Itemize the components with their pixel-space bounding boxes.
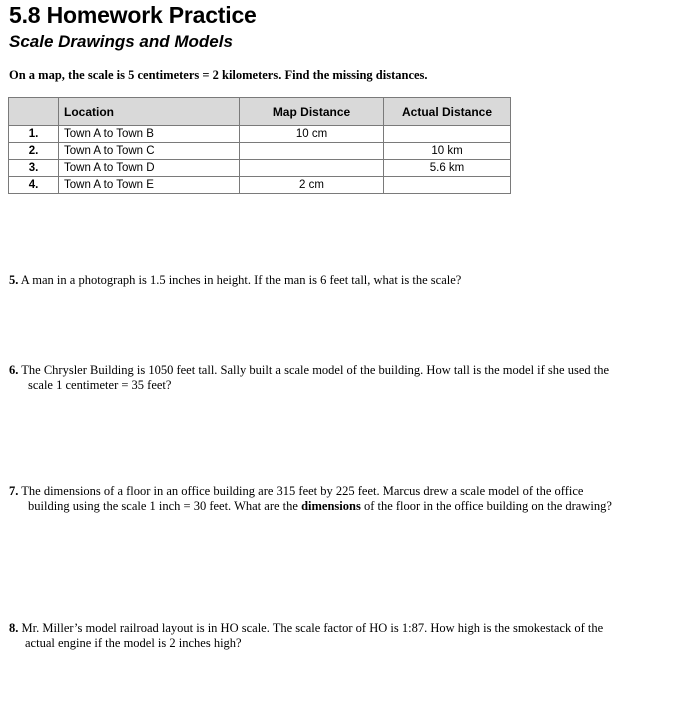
row-map-distance: 2 cm [240,177,384,194]
row-number: 1. [9,126,59,143]
question-8-line2: actual engine if the model is 2 inches high? [25,636,242,650]
question-8-line1: Mr. Miller’s model railroad layout is in HO scale. The scale factor of HO is 1:87. How high is the smokestack of the [18,621,604,635]
header-location: Location [59,98,240,126]
row-actual-distance [384,126,511,143]
page-subtitle: Scale Drawings and Models [9,32,233,51]
row-number: 2. [9,143,59,160]
question-7 [9,484,659,514]
table-row [9,126,511,143]
row-location: Town A to Town B [59,126,240,143]
row-actual-distance: 5.6 km [384,160,511,177]
table-row [9,143,511,160]
header-map-distance: Map Distance [240,98,384,126]
row-number: 3. [9,160,59,177]
row-map-distance: 10 cm [240,126,384,143]
question-6-line2: scale 1 centimeter = 35 feet? [28,378,172,392]
table-row [9,177,511,194]
row-number: 4. [9,177,59,194]
page-title: 5.8 Homework Practice [9,2,257,28]
question-8-number: 8. [9,621,19,635]
row-map-distance [240,143,384,160]
row-location: Town A to Town E [59,177,240,194]
row-actual-distance: 10 km [384,143,511,160]
question-6 [9,363,659,393]
question-7-line2-post: of the floor in the office building on the drawing? [360,499,612,513]
question-6-number: 6. [9,363,19,377]
question-7-line1: The dimensions of a floor in an office building are 315 feet by 225 feet. Marcus drew a scale model of the office [18,484,584,498]
header-actual-distance: Actual Distance [384,98,511,126]
row-actual-distance [384,177,511,194]
question-7-line2-bold: dimensions [301,499,361,513]
row-map-distance [240,160,384,177]
table-row [9,160,511,177]
distance-table [8,97,511,194]
question-6-line1: The Chrysler Building is 1050 feet tall. Sally built a scale model of the building. How tall is the model if she used the [18,363,610,377]
row-location: Town A to Town D [59,160,240,177]
question-7-number: 7. [9,484,19,498]
question-8 [9,621,659,651]
question-5-text: A man in a photograph is 1.5 inches in height. If the man is 6 feet tall, what is the scale? [18,273,462,287]
instructions: On a map, the scale is 5 centimeters = 2 kilometers. Find the missing distances. [9,68,428,82]
question-5-number: 5. [9,273,19,287]
question-7-line2-pre: building using the scale 1 inch = 30 feet. What are the [28,499,302,513]
table-header-row [9,98,511,126]
row-location: Town A to Town C [59,143,240,160]
header-number [9,98,59,126]
question-5 [9,273,659,288]
